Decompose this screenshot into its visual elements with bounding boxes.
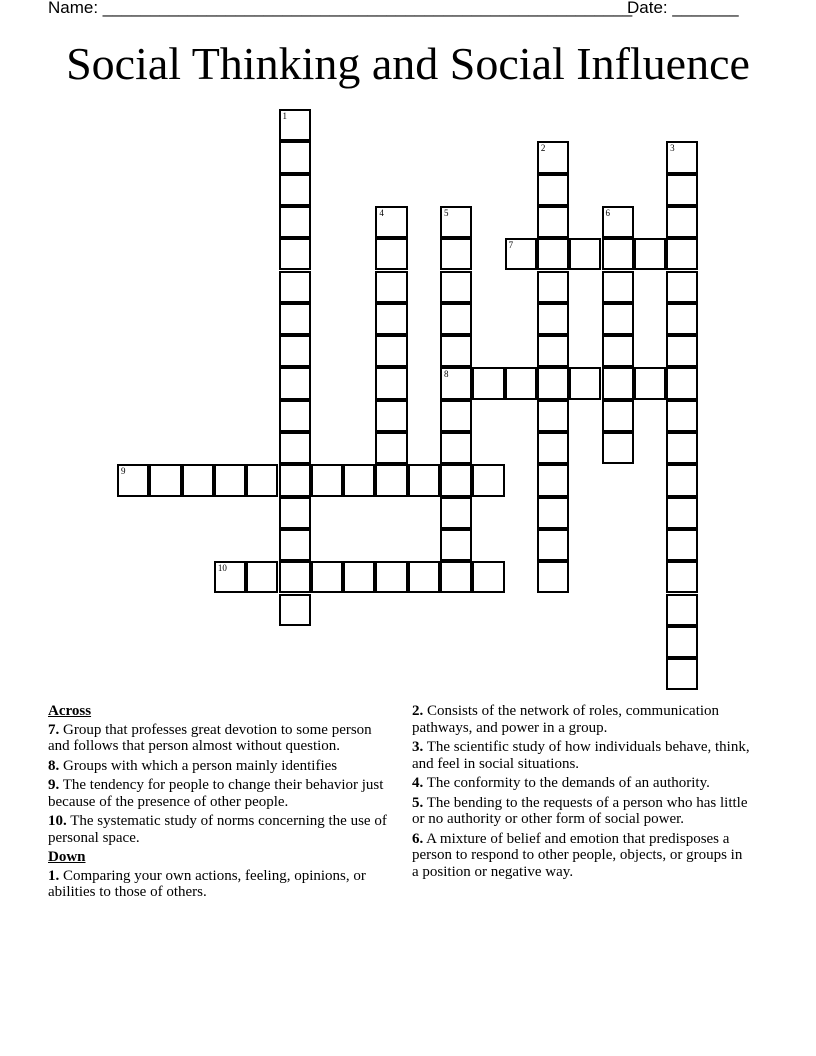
clue-text: The bending to the requests of a person who has little or no authority or other form of social power. bbox=[412, 794, 748, 827]
grid-cell[interactable] bbox=[117, 464, 149, 496]
grid-cell[interactable] bbox=[537, 141, 569, 173]
clue-number: 8. bbox=[48, 757, 60, 774]
grid-cell[interactable] bbox=[440, 561, 472, 593]
grid-cell[interactable] bbox=[569, 238, 601, 270]
grid-cell[interactable] bbox=[279, 529, 311, 561]
across-heading: Across bbox=[48, 703, 92, 719]
clue-text: The conformity to the demands of an authority. bbox=[423, 775, 710, 791]
grid-cell[interactable] bbox=[537, 497, 569, 529]
grid-cell[interactable] bbox=[537, 367, 569, 399]
grid-cell[interactable] bbox=[602, 206, 634, 238]
grid-cell[interactable] bbox=[537, 529, 569, 561]
grid-cell[interactable] bbox=[666, 206, 698, 238]
cell-number: 8 bbox=[444, 369, 449, 380]
clue-text: The scientific study of how individuals behave, think, and feel in social situations. bbox=[412, 739, 750, 772]
grid-cell[interactable] bbox=[375, 238, 407, 270]
clue-down-1 bbox=[48, 868, 396, 901]
grid-cell[interactable] bbox=[537, 206, 569, 238]
clue-number: 3. bbox=[412, 739, 424, 755]
grid-cell[interactable] bbox=[602, 432, 634, 464]
clue-text: Consists of the network of roles, communication pathways, and power in a group. bbox=[412, 703, 720, 736]
grid-cell[interactable] bbox=[375, 400, 407, 432]
grid-cell[interactable] bbox=[440, 206, 472, 238]
grid-cell[interactable] bbox=[440, 497, 472, 529]
grid-cell[interactable] bbox=[537, 335, 569, 367]
clue-text: The systematic study of norms concerning the use of personal space. bbox=[48, 813, 387, 846]
grid-cell[interactable] bbox=[472, 367, 504, 399]
grid-cell[interactable] bbox=[472, 464, 504, 496]
cell-number: 4 bbox=[379, 207, 384, 218]
grid-cell[interactable] bbox=[537, 400, 569, 432]
grid-cell[interactable] bbox=[666, 400, 698, 432]
cell-number: 3 bbox=[670, 143, 675, 154]
grid-cell[interactable] bbox=[537, 238, 569, 270]
grid-cell[interactable] bbox=[537, 271, 569, 303]
grid-cell[interactable] bbox=[537, 464, 569, 496]
grid-cell[interactable] bbox=[375, 271, 407, 303]
grid-cell[interactable] bbox=[279, 141, 311, 173]
clue-text: A mixture of belief and emotion that predisposes a person to respond to other people, objects, or groups in a position or negative way. bbox=[412, 830, 743, 880]
grid-cell[interactable] bbox=[279, 206, 311, 238]
grid-cell[interactable] bbox=[279, 464, 311, 496]
grid-cell[interactable] bbox=[634, 238, 666, 270]
grid-cell[interactable] bbox=[440, 529, 472, 561]
grid-cell[interactable] bbox=[375, 464, 407, 496]
grid-cell[interactable] bbox=[505, 367, 537, 399]
grid-cell[interactable] bbox=[602, 238, 634, 270]
grid-cell[interactable] bbox=[505, 238, 537, 270]
grid-cell[interactable] bbox=[602, 400, 634, 432]
clue-across-9 bbox=[48, 777, 396, 810]
clue-number: 10. bbox=[48, 813, 67, 829]
grid-cell[interactable] bbox=[375, 432, 407, 464]
cell-number: 10 bbox=[217, 563, 227, 574]
grid-cell[interactable] bbox=[666, 432, 698, 464]
grid-cell[interactable] bbox=[537, 561, 569, 593]
clue-across-8 bbox=[48, 758, 396, 775]
grid-cell[interactable] bbox=[666, 271, 698, 303]
grid-cell[interactable] bbox=[311, 561, 343, 593]
grid-cell[interactable] bbox=[440, 303, 472, 335]
grid-cell[interactable] bbox=[375, 303, 407, 335]
clue-number: 1. bbox=[48, 867, 60, 884]
cell-number: 1 bbox=[282, 111, 287, 121]
grid-cell[interactable] bbox=[666, 464, 698, 496]
grid-cell[interactable] bbox=[214, 561, 246, 593]
clue-number: 9. bbox=[48, 777, 60, 793]
grid-cell[interactable] bbox=[602, 367, 634, 399]
clue-number: 4. bbox=[412, 775, 424, 791]
grid-cell[interactable] bbox=[279, 174, 311, 206]
grid-cell[interactable] bbox=[279, 238, 311, 270]
clue-across-7 bbox=[48, 722, 396, 755]
grid-cell[interactable] bbox=[440, 432, 472, 464]
grid-cell[interactable] bbox=[537, 174, 569, 206]
clue-across-10 bbox=[48, 813, 396, 846]
grid-cell[interactable] bbox=[666, 561, 698, 593]
grid-cell[interactable] bbox=[666, 497, 698, 529]
grid-cell[interactable] bbox=[666, 303, 698, 335]
grid-cell[interactable] bbox=[440, 400, 472, 432]
grid-cell[interactable] bbox=[472, 561, 504, 593]
clue-down-3 bbox=[412, 739, 752, 772]
grid-cell[interactable] bbox=[246, 561, 278, 593]
grid-cell[interactable] bbox=[666, 141, 698, 173]
grid-cell[interactable] bbox=[666, 658, 698, 690]
clue-text: Comparing your own actions, feeling, opinions, or abilities to those of others. bbox=[48, 867, 366, 900]
clue-number: 7. bbox=[48, 721, 60, 738]
cell-number: 7 bbox=[508, 240, 514, 251]
grid-cell[interactable] bbox=[666, 367, 698, 399]
grid-cell[interactable] bbox=[666, 238, 698, 270]
clues-column-left bbox=[48, 703, 396, 904]
grid-cell[interactable] bbox=[375, 367, 407, 399]
clue-number: 6. bbox=[412, 830, 424, 847]
grid-cell[interactable] bbox=[408, 561, 440, 593]
clue-text: Group that professes great devotion to some person and follows that person almost without question. bbox=[48, 721, 372, 754]
grid-cell[interactable] bbox=[634, 367, 666, 399]
grid-cell[interactable] bbox=[440, 367, 472, 399]
grid-cell[interactable] bbox=[149, 464, 181, 496]
clue-text: Groups with which a person mainly identifies bbox=[59, 757, 338, 774]
clues-column-right bbox=[412, 703, 752, 883]
grid-cell[interactable] bbox=[279, 109, 311, 141]
grid-cell[interactable] bbox=[279, 271, 311, 303]
grid-cell[interactable] bbox=[279, 497, 311, 529]
grid-cell[interactable] bbox=[440, 271, 472, 303]
clue-text: The tendency for people to change their behavior just because of the presence of other people. bbox=[48, 777, 384, 810]
clue-down-2 bbox=[412, 703, 752, 736]
grid-cell[interactable] bbox=[279, 367, 311, 399]
down-heading: Down bbox=[48, 849, 86, 865]
grid-cell[interactable] bbox=[279, 432, 311, 464]
clue-down-5 bbox=[412, 795, 752, 828]
grid-cell[interactable] bbox=[343, 561, 375, 593]
grid-cell[interactable] bbox=[602, 271, 634, 303]
grid-cell[interactable] bbox=[666, 626, 698, 658]
grid-cell[interactable] bbox=[440, 464, 472, 496]
clue-number: 5. bbox=[412, 794, 424, 811]
grid-cell[interactable] bbox=[279, 594, 311, 626]
date-field-label: Date: _______ bbox=[627, 0, 739, 17]
grid-cell[interactable] bbox=[279, 335, 311, 367]
grid-cell[interactable] bbox=[214, 464, 246, 496]
grid-cell[interactable] bbox=[602, 303, 634, 335]
grid-cell[interactable] bbox=[666, 529, 698, 561]
cell-number: 6 bbox=[605, 207, 610, 218]
grid-cell[interactable] bbox=[343, 464, 375, 496]
clue-number: 2. bbox=[412, 703, 424, 719]
grid-cell[interactable] bbox=[569, 367, 601, 399]
clue-down-6 bbox=[412, 831, 752, 881]
grid-cell[interactable] bbox=[182, 464, 214, 496]
grid-cell[interactable] bbox=[375, 206, 407, 238]
puzzle-title: Social Thinking and Social Influence bbox=[66, 38, 750, 89]
grid-cell[interactable] bbox=[666, 335, 698, 367]
name-field-label: Name: ________________________________________________________ bbox=[48, 0, 633, 17]
grid-cell[interactable] bbox=[537, 432, 569, 464]
grid-cell[interactable] bbox=[408, 464, 440, 496]
grid-cell[interactable] bbox=[246, 464, 278, 496]
grid-cell[interactable] bbox=[375, 335, 407, 367]
grid-cell[interactable] bbox=[375, 561, 407, 593]
grid-cell[interactable] bbox=[666, 174, 698, 206]
grid-cell[interactable] bbox=[666, 594, 698, 626]
cell-number: 5 bbox=[444, 207, 449, 218]
grid-cell[interactable] bbox=[279, 400, 311, 432]
cell-number: 2 bbox=[540, 143, 546, 154]
cell-number: 9 bbox=[121, 466, 126, 477]
grid-cell[interactable] bbox=[537, 303, 569, 335]
grid-cell[interactable] bbox=[602, 335, 634, 367]
grid-cell[interactable] bbox=[440, 335, 472, 367]
grid-cell[interactable] bbox=[279, 303, 311, 335]
grid-cell[interactable] bbox=[279, 561, 311, 593]
clue-down-4 bbox=[412, 775, 752, 792]
grid-cell[interactable] bbox=[440, 238, 472, 270]
grid-cell[interactable] bbox=[311, 464, 343, 496]
